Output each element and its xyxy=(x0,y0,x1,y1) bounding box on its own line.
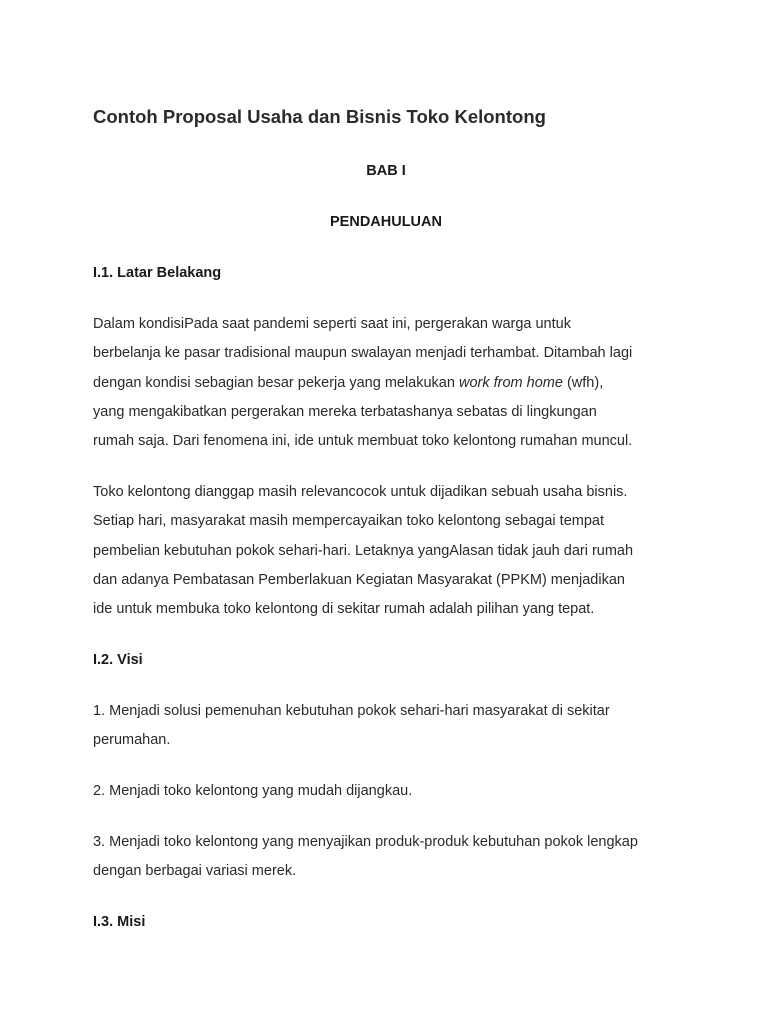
paragraph-line: pembelian kebutuhan pokok sehari-hari. Letaknya yangAlasan tidak jauh dari rumah xyxy=(93,542,634,559)
visi-item-3 xyxy=(93,828,693,887)
paragraph-line: ide untuk membuka toko kelontong di sekitar rumah adalah pilihan yang tepat. xyxy=(93,601,595,618)
paragraph-line: Setiap hari, masyarakat masih mempercayaikan toko kelontong sebagai tempat xyxy=(93,513,604,530)
line-text: (wfh), xyxy=(562,374,604,391)
paragraph-line: dan adanya Pembatasan Pemberlakuan Kegiatan Masyarakat (PPKM) menjadikan xyxy=(93,571,625,588)
paragraph-latar-belakang-1 xyxy=(93,310,693,456)
chapter-number: BAB I xyxy=(366,163,406,179)
section-heading-misi: I.3. Misi xyxy=(93,914,146,930)
paragraph-line: 2. Menjadi toko kelontong yang mudah dijangkau. xyxy=(93,783,413,799)
paragraph-line: yang mengakibatkan pergerakan mereka terbatashanya sebatas di lingkungan xyxy=(93,403,597,420)
section-heading-latar-belakang: I.1. Latar Belakang xyxy=(93,265,222,281)
italic-term: work from home xyxy=(458,374,563,391)
paragraph-line: Dalam kondisiPada saat pandemi seperti saat ini, pergerakan warga untuk xyxy=(93,316,571,332)
paragraph-line: perumahan. xyxy=(93,732,171,749)
paragraph-line: 1. Menjadi solusi pemenuhan kebutuhan pokok sehari-hari masyarakat di sekitar xyxy=(93,703,610,719)
paragraph-line: berbelanja ke pasar tradisional maupun swalayan menjadi terhambat. Ditambah lagi xyxy=(93,345,633,362)
paragraph-line: rumah saja. Dari fenomena ini, ide untuk membuat toko kelontong rumahan muncul. xyxy=(93,433,633,450)
document-title: Contoh Proposal Usaha dan Bisnis Toko Kelontong xyxy=(93,106,546,127)
paragraph-line: dengan berbagai variasi merek. xyxy=(93,863,297,880)
section-heading-visi: I.2. Visi xyxy=(93,652,143,668)
paragraph-line: 3. Menjadi toko kelontong yang menyajikan produk-produk kebutuhan pokok lengkap xyxy=(93,834,638,850)
chapter-title: PENDAHULUAN xyxy=(330,214,442,230)
visi-item-2 xyxy=(93,777,693,806)
paragraph-line: Toko kelontong dianggap masih relevancocok untuk dijadikan sebuah usaha bisnis. xyxy=(93,484,628,500)
visi-item-1 xyxy=(93,697,693,756)
paragraph-line xyxy=(93,369,693,398)
line-text: dengan kondisi sebagian besar pekerja yang melakukan xyxy=(93,374,459,391)
paragraph-latar-belakang-2 xyxy=(93,478,693,624)
